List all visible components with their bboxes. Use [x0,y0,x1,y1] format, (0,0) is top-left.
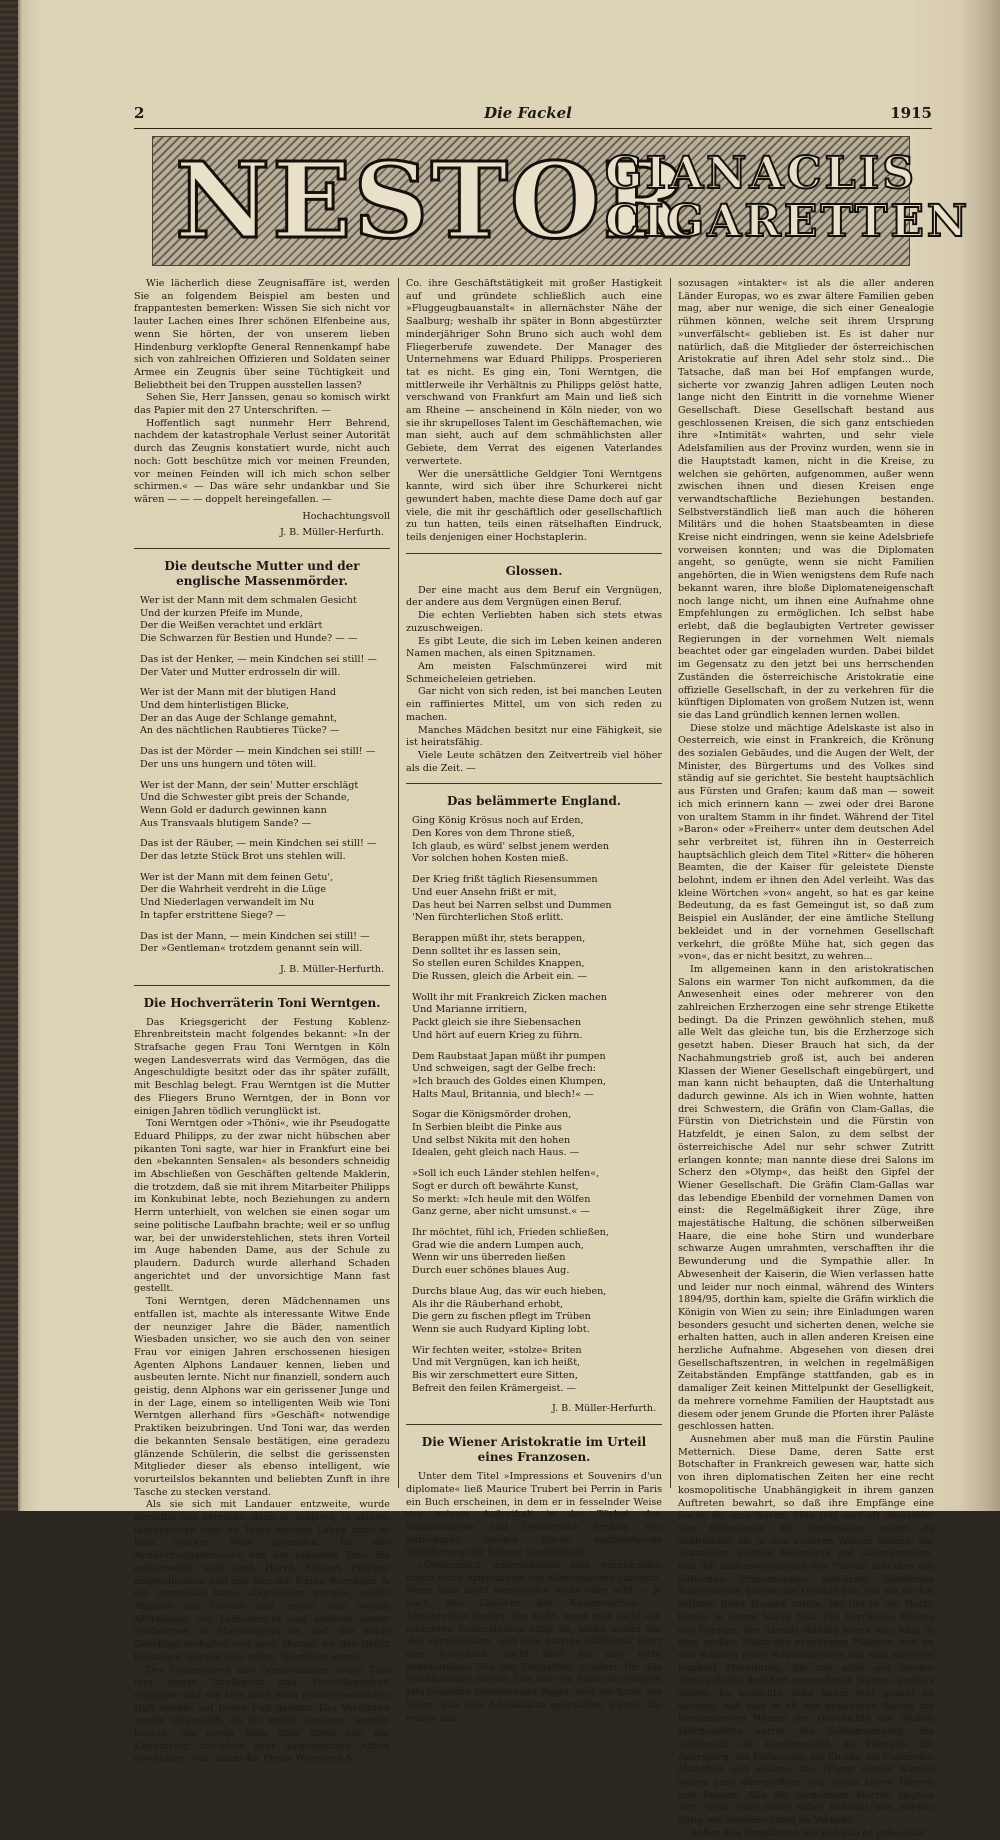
poem-stanza [412,1109,662,1160]
poem-line: »Ich brauch des Goldes einen Klumpen, [412,1075,606,1087]
section-heading: Die deutsche Mutter und der englische Massenmörder. [164,559,360,589]
column-2 [406,278,662,1724]
poem-stanza [412,1227,662,1278]
poem-line: Der an das Auge der Schlange gemahnt, [140,712,338,724]
aphorism: Manches Mädchen besitzt nur eine Fähigkeit, sie ist heiratsfähig. [406,724,662,749]
poem-stanza [412,874,662,925]
poem-line: Wenn wir uns überreden ließen [412,1252,566,1264]
section-divider [406,783,662,784]
poem-line: Der das letzte Stück Brot uns stehlen will. [140,851,346,863]
poem-line: Die Russen, gleich die Arbeit ein. — [412,971,588,983]
aphorism: Die echten Verliebten haben sich stets etwas zuzuschweigen. [406,610,662,634]
poem-line: Wer ist der Mann mit der blutigen Hand [140,687,336,699]
poem-line: Wer ist der Mann mit dem feinen Getu', [140,871,334,883]
poem-line: Denn solltet ihr es lassen sein, [412,945,562,957]
aphorism: Viele Leute schätzen den Zeitvertreib viel höher als die Zeit. — [406,749,662,774]
journal-title: Die Fackel [484,104,572,122]
cigarette-advertisement [152,136,971,266]
poem-line: Sogar die Königsmörder drohen, [412,1109,572,1121]
poem-line: So merkt: »Ich heule mit den Wölfen [412,1193,591,1205]
paragraph: sozusagen »intakter« ist als die aller anderen Länder Europas, wo es zwar ältere Familien geben mag, aber nur wenige, die sich einer Genealogie rühmen können, welche seit ihrem Ursprung »unverfälscht« geblieben ist. Es ist daher nur natürlich, daß die Mitglieder der österreichischen Aristokratie auf ihren Adel sehr stolz sind... Die Tatsache, daß man bei Hof empfangen wurde, sicherte vor zwanzig Jahren adligen Leuten noch lange nicht den Eintritt in die vornehme Wiener Gesellschaft. Diese Gesellschaft bestand aus geschlossenen Kreisen, die sich ganz entschieden ihre »Intimität« wahrten, und sehr viele Adelsfamilien aus der Provinz wurden, wenn sie in die Hauptstadt kamen, nicht in die Kreise, zu welchen sie gehörten, aufgenommen, außer wenn zwischen ihnen und diesen Kreisen enge verwandtschaftliche Beziehungen bestanden. Selbstverständlich ließ man auch die höheren Militärs und die hohen Staatsbeamten in diese Kreise nicht eindringen, wenn sie keine Adelsbriefe vorweisen konnten; und was die Diplomaten angeht, so genügte, wenn sie nicht Familien angehörten, die in Wien wenigstens dem Rufe nach bekannt waren, ihre bloße Diplomateneigenschaft noch lange nicht, um ihnen eine Aufnahme ohne Empfehlungen zu ermöglichen. Ich selbst habe erlebt, daß die beglaubigten Vertreter gewisser Regierungen in der vornehmen Welt niemals beachtet oder gar eingeladen wurden. Dabei bildet im Gegensatz zu den jetzt bei uns herrschenden Zuständen die österreichische Aristokratie eine offizielle Gesellschaft, in der zu verkehren für die künftigen Diplomaten von großem Nutzen ist, wenn sie das Land gründlich kennen lernen wollen. [678,278,934,721]
poem-line: Ich glaub, es würd' selbst jenem werden [412,840,609,852]
column-1 [134,278,390,1765]
section-heading: Die Wiener Aristokratie im Urteil eines Franzosen. [421,1435,647,1465]
poem-line: Packt gleich sie ihre Siebensachen [412,1017,582,1029]
ad-brand-name: NESTOR [175,139,691,262]
poem-line: Der die Weißen verachtet und erklärt [140,620,323,632]
paragraph: Wie lächerlich diese Zeugnisaffäre ist, werden Sie an folgendem Beispiel am besten und frappantesten bemerken: Wissen Sie sich nicht vor lauter Lachen eines Ihrer schönen Elfenbeine aus, wenn Sie hörten, der von unserem lieben Hindenburg verklopfte General Rennenkampf habe sich von zahlreichen Offizieren und Soldaten seiner Armee ein Zeugnis über seine Tüchtigkeit und Beliebtheit bei den Truppen ausstellen lassen? [134,278,390,391]
paragraph: Diese stolze und mächtige Adelskaste ist also in Oesterreich, wie einst in Frankreich, die Krönung des sozialen Gebäudes, und die Augen der Welt, der Minister, des Bürgertums und des Volkes sind ständig auf sie gerichtet. Sie besteht hauptsächlich aus Fürsten und Grafen; kaum daß man — soweit ich mich erinnern kann — zwei oder drei Barone von uraltem Stamm in ihr findet. Während der Titel »Baron« oder »Freiherr« unter dem deutschen Adel sehr verbreitet ist, führen ihn in Oesterreich hauptsächlich gleich dem Titel »Ritter« die höheren Beamten, die der Kaiser für geleistete Dienste belohnt, indem er ihnen den Adel verleiht. Was das kleine Wörtchen »von« angeht, so hat es gar keine Bedeutung, da es fast Gemeingut ist, so daß zum Beispiel ein Ausländer, der eine ämtliche Stellung bekleidet und in der vornehmen Gesellschaft verkehrt, die größte Mühe hat, sich gegen das »von«, das er nicht besitzt, zu wehren... [678,722,934,963]
poem-line: Und euer Ansehn frißt er mit, [412,886,557,898]
poem-line: Und Niederlagen verwandelt im Nu [140,897,315,909]
poem-line: Und schweigen, sagt der Gelbe frech: [412,1063,597,1075]
poem [140,595,390,956]
poem-line: Bis wir zerschmettert eure Sitten, [412,1370,578,1382]
paragraph: »Oesterreich unterscheidet sich vornehmlich durch seine Aristokratie von allen anderen Ländern. Wenn man nicht wenigstens sechs oder acht — je nach den Ländern des Kaiserreiches — Ahnenreihen besitzt, das heißt, wenn man nicht seit mehreren Generationen edlig ist, bleibt einem der Hof verschlossen, und eine einzige Mißheirat führt den Ausschluß, nicht bloß für den nicht ebenbürtigen Teil der Ehegatten, sondern für alle Nachkommen herbei. Das war am Ende des vorigen Jahrhunderts feststehende Regel, und sie hatte zur Folge, daß eine Adelsklasse geschaffen wurde, die reiner und [406,1560,662,1724]
poem [412,815,662,1395]
paragraph: Hoffentlich sagt nunmehr Herr Behrend, nachdem der katastrophale Verlust seiner Autorität durch das Zeugnis konstatiert wurde, nicht auch noch: Gott beschütze mich vor meinen Freunden, vor meinen Feinden will ich mich schon selber schirmen.« — Das wäre sehr undankbar und Sie wären — — — doppelt hereingefallen. — [134,417,390,505]
poem-line: Grad wie die andern Lumpen auch, [412,1239,584,1251]
aphorism: Gar nicht von sich reden, ist bei manchen Leuten ein raffiniertes Mittel, um von sich reden zu machen. [406,686,662,723]
paragraph: Co. ihre Geschäftstätigkeit mit großer Hastigkeit auf und gründete schließlich auch eine »Fluggeugbauanstalt« in allernächster Nähe der Saalburg; weshalb ihr später in Bonn abgestürzter minderjähriger Sohn Bruno sich auch wohl dem Fliegerberufe zuwendete. Der Manager des Unternehmens war Eduard Philipps. Prosperieren tat es nicht. Es ging ein, Toni Werntgen, die mittlerweile ihr Verhältnis zu Philipps gelöst hatte, verschwand von Frankfurt am Main und ließ sich am Rheine — anscheinend in Köln nieder, von wo sie ihr skrupelloses Talent im Geschäftemachen, wie man sieht, auch auf dem schmählichsten aller Gebiete, dem Verrat des eigenen Vaterlandes verwertete. [406,278,662,467]
poem-line: Und Marianne irritiern, [412,1004,528,1016]
poem-stanza [140,931,390,956]
section-heading: Glossen. [505,563,563,578]
paragraph: Das Kriegsgericht der Festung Koblenz-Ehrenbreitstein macht folgendes bekannt: »In der Strafsache gegen Frau Toni Werntgen in Köln wegen Landesverrats wird das Vermögen, das die Angeschuldigte besitzt oder das ihr später zufällt, mit Beschlag belegt. Frau Werntgen ist die Mutter des Fliegers Bruno Werntgen, der in Bonn vor einigen Jahren tödlich verunglückt ist. [134,1016,390,1117]
poem-line: Durchs blaue Aug, das wir euch hieben, [412,1285,607,1297]
poem-line: Wollt ihr mit Frankreich Zicken machen [412,991,607,1003]
ad-line-gianaclis: GIANACLIS [605,148,917,199]
poem-line: Der die Wahrheit verdreht in die Lüge [140,884,327,896]
poem-line: Und hört auf euern Krieg zu führn. [412,1029,583,1041]
poem-line: Vor solchen hohen Kosten mieß. [412,853,569,865]
poem-line: Der »Gentleman« trotzdem genannt sein will. [140,943,363,955]
poem-line: Und der kurzen Pfeife im Munde, [140,607,303,619]
author-signature: J. B. Müller-Herfurth. [279,527,384,539]
poem-line: Halts Maul, Britannia, und blech!« — [412,1088,594,1100]
poem-line: Der Vater und Mutter erdrosseln dir will. [140,666,341,678]
poem-line: Das ist der Henker, — mein Kindchen sei still! — [140,653,378,665]
poem-line: Befreit den feilen Krämergeist. — [412,1382,577,1394]
poem-stanza [140,595,390,646]
column-rule [670,278,671,1488]
poem-line: Die gern zu fischen pflegt im Trüben [412,1311,591,1323]
poem-line: Der Krieg frißt täglich Riesensummen [412,874,598,886]
poem-line: Durch euer schönes blaues Aug. [412,1265,570,1277]
poem-line: In Serbien bleibt die Pinke aus [412,1122,562,1134]
column-3 [678,278,934,1839]
poem-line: »Soll ich euch Länder stehlen helfen«, [412,1168,600,1180]
aphorism: Am meisten Falschmünzerei wird mit Schmeicheleien getrieben. [406,660,662,685]
poem-line: Das ist der Mann, — mein Kindchen sei still! — [140,930,370,942]
poem-line: Ihr möchtet, fühl ich, Frieden schließen, [412,1227,609,1238]
poem-line: Wer ist der Mann mit dem schmalen Gesicht [140,595,357,607]
poem-line: In tapfer erstrittene Siege? — [140,909,286,921]
poem-line: Ging König Krösus noch auf Erden, [412,815,584,827]
poem-stanza [140,872,390,923]
section-divider [134,985,390,986]
poem-line: Berappen müßt ihr, stets berappen, [412,932,586,944]
poem-line: Wenn Gold er dadurch gewinnen kann [140,804,327,816]
aphorism: Der eine macht aus dem Beruf ein Vergnügen, der andere aus dem Vergnügen einen Beruf. [406,584,662,609]
paragraph: Toni Werntgen oder »Thöni«, wie ihr Pseudogatte Eduard Philipps, zu der zwar nicht hübschen aber pikanten Toni sagte, war hier in Frankfurt eine bei den »bekannten Sensalen« als besonders schneidig im Abschließen von Geschäften geltende Maklerin, die trotzdem, daß sie mit ihrem Mitarbeiter Philipps im Konkubinat lebte, noch Beziehungen zu andern Herrn unterhielt, von welchen sie einen sogar um seine politische Laufbahn brachte; weil er so unflug war, bei der unwiderstehlichen, stets ihren Vorteil im Auge habenden Dame, aus der Schule zu plaudern. Dadurch wurde allerhand Schaden angerichtet und der unvorsichtige Mann fast gestellt. [134,1118,390,1295]
paragraph: Als sie sich mit Landauer entzweite, wurde derselbe fast verrückt, denn er erklärte, in seinem tatenreichen oder an Taten reichen Leben habe er kein solches Weib gefunden. Da alle Annäherungsversuche von der pikanten Toni, die mittlerweile sich dem Herrn Eduard Philipps angeschlossen und mit ihm die Firma Werntgen & Co. gegründet hatte, abgewiesen wurden, schritt Alphons zur Gewalt und zeigte Toni wegen Abtreibung der Leibesfrucht und anderer netter Sächelchen so überzeugend an, daß das holde Geschöpf verhaftet und nach Hanau, wo das Delikt begangen worden sein sollte, überführt wurde. [134,1499,390,1663]
poem-stanza [140,687,390,738]
poem-line: Der uns uns hungern und töten will. [140,758,317,770]
paragraph: Ausnehmen aber muß man die Fürstin Pauline Metternich. Diese Dame, deren Satte erst Botschafter in Frankreich gewesen war, hatte sich von ihren diplomatischen Zeiten her eine recht kosmopolitische Unabhängigkeit in ihrem ganzen Auftreten bewahrt, so daß ihre Empfänge eine Sache für sich waren. Man traf dort oft Ausländer von Bedeutung; die Diplomaten waren da zahlreicher als in den anderen Wiener Salons; wir Franzosen wurden besonders gut aufgenommen, und die liebenswürdigkeit der Fürstin und ihre mit hübschen Erinnerungen gewürzte blendende Konversation hielten die Glücklichen, die sie zu den Intimen ihres Hauses zählte, bis tief in die Nacht hinein in ihrem Salon fest. Ein herrliches Bildnis des Fürsten, der damals ständig krank war, hing in dem großen Salon des prächtigen Palastes, und an den Wänden eines Nebenzimmers sah man mehrere hundert Miniaturen, die mit allen auf diesem Kunstgebiete berühmt gewordenen Namen signiert waren. Es brauchte wohl kaum erst gesagt zu werden, daß man in all den genannten Salons die berühmtesten Namen der Geschichte der letzten Jahrhunderte antraf, die Schwarzenberg, die Lobkowitz, die Liechtenstein, die Harrach, die Auersperg, die Pallavicini, die Kinsky, die Colloredo-Mansfeld und andere; die Träger dieser Namen waren zum allergrößten Teil schon ältere Herren und Damen. Alle die vornehmen Herren zeigten sich, wenn man ihnen näher bekannt war, ebenso gütig wie liebenswürdig im Verkehr. [678,1433,934,1827]
poem-line: Wer ist der Mann, der sein' Mutter erschlägt [140,779,359,791]
poem-line: 'Nen fürchterlichen Stoß erlitt. [412,912,564,924]
poem-stanza [412,1286,662,1337]
poem-line: An des nächtlichen Raubtieres Tücke? — [140,725,340,737]
paragraph: Außer den Empfängen bei Hof gab es jedes Jahr [690,1827,925,1839]
poem-stanza [412,1345,662,1396]
poem-stanza [412,1051,662,1102]
poem-line: Den Kores von dem Throne stieß, [412,828,575,840]
poem-stanza [412,992,662,1043]
paragraph: Im allgemeinen kann in den aristokratischen Salons ein warmer Ton nicht aufkommen, da die Anwesenheit eines oder mehrerer von den zahlreichen Erzherzogen eine sehr strenge Etikette bedingt. Da die Prinzen gewöhnlich stehen, muß alle Welt das gleiche tun, bis die Erzherzoge sich gesetzt haben. Dieser Brauch hat sich, da der Nachahmungstrieb groß ist, auch bei anderen Klassen der Wiener Gesellschaft eingebürgert, und man kann nicht behaupten, daß die Unterhaltung dadurch gewinne. Als ich in Wien wohnte, hatten drei Schwestern, die Gräfin von Clam-Gallas, die Fürstin von Dietrichstein und die Fürstin von Hatzfeldt, je einen Salon, zu dem selbst der österreichische Adel nur sehr schwer Zutritt erlangen konnte; man nannte diese drei Salons im Scherz den »Olymp«, das heißt den Gipfel der Wiener Gesellschaft. Die Gräfin Clam-Gallas war das lebendige Ebenbild der vornehmen Damen von einst: die Regelmäßigkeit ihrer Züge, ihre majestätische Haltung, die schönen silberweißen Haare, die eine hohe Stirn und wunderbare schwarze Augen umrahmten, verschafften ihr die Bewunderung und die Sympathie aller. In Abwesenheit der Kaiserin, die Wien verlassen hatte und leider nur noch einmal, während des Winters 1894/95, dorthin kam, spielte die Gräfin wirklich die Königin von Wien zu sein; ihre Einladungen waren besonders gesucht und sicherten denen, welche sie erhalten hatten, auch in allen anderen Kreisen eine herzliche Aufnahme. Abgesehen von diesen drei Gesellschaftszentren, in welchen in regelmäßigen Zeitabständen Empfänge stattfanden, gab es in damaliger Zeit keinen Mittelpunkt der Geselligkeit, da mehrere vornehme Familien der Hauptstadt aus diesem oder jenem Grunde die Pforten ihrer Paläste geschlossen hatten. [678,963,934,1433]
section-divider [406,553,662,554]
poem-line: Wir fechten weiter, »stolze« Briten [412,1344,582,1356]
paragraph: Sehen Sie, Herr Janssen, genau so komisch wirkt das Papier mit den 27 Unterschriften. — [134,392,390,417]
ad-line-cigaretten: CIGARETTEN [605,196,971,247]
poem-line: Aus Transvaals blutigem Sande? — [140,817,312,829]
poem-stanza [140,746,390,771]
poem-line: Ganz gerne, aber nicht umsunst.« — [412,1206,590,1218]
page-number: 2 [134,104,145,122]
section-heading: Das belämmerte England. [446,794,622,809]
book-spine [0,0,18,1511]
poem-stanza [412,1168,662,1219]
poem-line: So stellen euren Schildes Knappen, [412,958,585,970]
poem-line: Als ihr die Räuberhand erhobt, [412,1298,564,1310]
poem-line: Sogt er durch oft bewährte Kunst, [412,1180,579,1192]
poem-stanza [140,654,390,679]
poem-line: Und selbst Nikita mit den hohen [412,1134,571,1146]
author-signature: J. B. Müller-Herfurth. [551,1403,656,1415]
section-heading: Die Hochverräterin Toni Werntgen. [143,995,381,1010]
poem-line: Wenn sie auch Rudyard Kipling lobt. [412,1323,590,1335]
header-rule [134,128,932,129]
poem-line: Das heut bei Narren selbst und Dummen [412,899,612,911]
paragraph: Wer die unersättliche Geldgier Toni Werntgens kannte, wird sich über ihre Schurkerei nicht gewundert haben, machte diese Dame doch auf gar viele, die mit ihr geschäftlich oder gesellschaftlich zu tun hatten, teils einen rätselhaften Eindruck, teils denjenigen einer Hochstaplerin. [406,468,662,544]
letter-closing: Hochachtungsvoll [302,510,390,522]
paragraph: Der Gerissenheit des Denunzianten setzte Toni ihre ganze Intelligenz und Verschlagenheit entgegen und sah sich nach etwa dreiwöchentlicher Haft wieder auf freien Fuß gesetzt. Das Verfahren wurde eingestellt, da ihr nichts bewiesen werden konnte. Als etwas Gras über diese von der Konkurrenz natürlich sehr ausgebeutete Affäre gewachsen war, nahm die Firma Werntgen & [134,1664,390,1765]
poem-line: Und mit Vergnügen, kan ich heißt, [412,1357,581,1369]
author-signature: J. B. Müller-Herfurth. [279,963,384,975]
poem-line: Und die Schwester gibt preis der Schande, [140,792,350,804]
section-divider [134,548,390,549]
poem-line: Dem Raubstaat Japan müßt ihr pumpen [412,1050,606,1062]
poem-line: Idealen, geht gleich nach Haus. — [412,1147,580,1159]
poem-stanza [412,933,662,984]
poem-stanza [140,780,390,831]
newspaper-page [120,96,971,1839]
aphorism: Es gibt Leute, die sich im Leben keinen anderen Namen machen, als einen Spitznamen. [406,635,662,660]
column-rule [398,278,399,1488]
paragraph: Unter dem Titel »Impressions et Souvenirs d'un diplomate« ließ Maurice Trubert bei Perrin in Paris ein Buch erscheinen, in dem er in fesselnder Weise von seinem Aufenthalt in der Türkei, den Balkanstaaten und Oesterreich erzählt. Wir entnehmen diesem Buche nachstehende Schilderung der Wiener Gesellschaft: [406,1471,662,1559]
poem-line: Das ist der Mörder — mein Kindchen sei still! — [140,746,376,758]
poem-stanza [412,815,662,866]
poem-line: Und dem hinterlistigen Blicke, [140,699,290,711]
poem-line: Das ist der Räuber, — mein Kindchen sei still! — [140,838,377,850]
paragraph: Toni Werntgen, deren Mädchennamen uns entfallen ist, machte als interessante Witwe Ende der neunziger Jahre die Bäder, namentlich Wiesbaden unsicher, wo sie auch den von seiner Frau vor einigen Jahren erschossenen hiesigen Agenten Alphons Landauer kennen, lieben und ausbeuten lernte. Nicht nur finanziell, sondern auch geistig, denn Alphons war ein gerissener Junge und in der Lage, einem so intelligenten Weib wie Toni Werntgen allerhand fürs »Geschäft« notwendige Praktiken beizubringen. Und Toni war, das werden die bekannten Sensale bestätigen, eine geradezu glänzende Schülerin, die selbst die gerissensten Mitglieder dieser als ebenso intelligent, wie vorurteilslos bekannten und beliebten Zunft in ihre Tasche zu stecken verstand. [134,1296,390,1498]
section-divider [406,1424,662,1425]
issue-year: 1915 [890,104,932,122]
poem-line: Die Schwarzen für Bestien und Hunde? — — [140,633,358,645]
poem-stanza [140,838,390,863]
